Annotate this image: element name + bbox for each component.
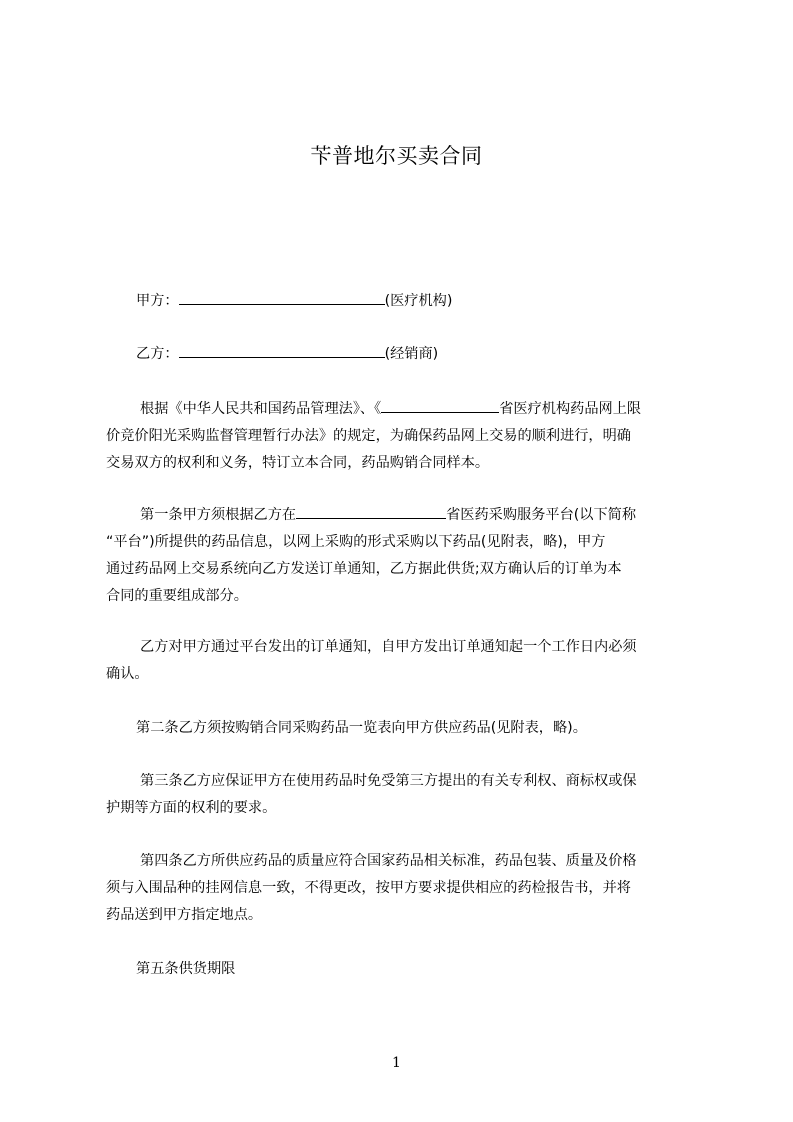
party-b-suffix: (经销商) [384,346,439,362]
party-b-blank [179,342,385,358]
document-title: 苄普地尔买卖合同 [310,144,483,168]
article-5-paragraph [106,956,702,983]
article-4-paragraph [106,848,702,929]
article-1-line-4: 合同的重要组成部分。 [106,588,248,604]
article-1-line-2: “平台”)所提供的药品信息，以网上采购的形式采购以下药品(见附表，略)，甲方 [106,534,606,550]
article-3-line-2: 护期等方面的权利的要求。 [106,800,277,816]
article-1-text-2: 省医药采购服务平台(以下简称 [446,507,637,523]
preamble-text-1: 根据《中华人民共和国药品管理法》、《 [140,401,382,417]
preamble-line-3: 交易双方的权利和义务，特订立本合同，药品购销合同样本。 [106,455,490,471]
province-blank-2 [296,503,446,519]
confirm-line-2: 确认。 [106,666,149,682]
party-b-label: 乙方： [136,346,179,362]
article-1-line-3: 通过药品网上交易系统向乙方发送订单通知，乙方据此供货;双方确认后的订单为本 [106,561,622,577]
article-3-line-1: 第三条乙方应保证甲方在使用药品时免受第三方提出的有关专利权、商标权或保 [140,773,637,789]
confirm-paragraph [106,634,702,688]
preamble-paragraph [106,396,702,477]
article-5-line-1: 第五条供货期限 [136,961,236,977]
article-1-text-1: 第一条甲方须根据乙方在 [140,507,297,523]
preamble-line-2: 价竞价阳光采购监督管理暂行办法》的规定，为确保药品网上交易的顺利进行，明确 [106,428,631,444]
party-a-blank [179,289,385,305]
article-4-line-1: 第四条乙方所供应药品的质量应符合国家药品相关标准，药品包装、质量及价格 [140,853,637,869]
page-number: 1 [392,1055,401,1071]
article-4-line-3: 药品送到甲方指定地点。 [106,907,263,923]
party-a-suffix: (医疗机构) [384,293,453,309]
preamble-text-2: 省医疗机构药品网上限 [499,401,642,417]
article-1-paragraph [106,502,702,610]
party-a-label: 甲方： [136,293,179,309]
party-a-line [136,288,732,315]
confirm-line-1: 乙方对甲方通过平台发出的订单通知，自甲方发出订单通知起一个工作日内必须 [140,639,637,655]
article-2-line-1: 第二条乙方须按购销合同采购药品一览表向甲方供应药品(见附表，略)。 [136,720,587,736]
article-4-line-2: 须与入围品种的挂网信息一致，不得更改，按甲方要求提供相应的药检报告书，并将 [106,880,631,896]
province-blank-1 [381,397,499,413]
party-b-line [136,341,732,368]
article-2-paragraph [106,715,702,742]
article-3-paragraph [106,768,702,822]
